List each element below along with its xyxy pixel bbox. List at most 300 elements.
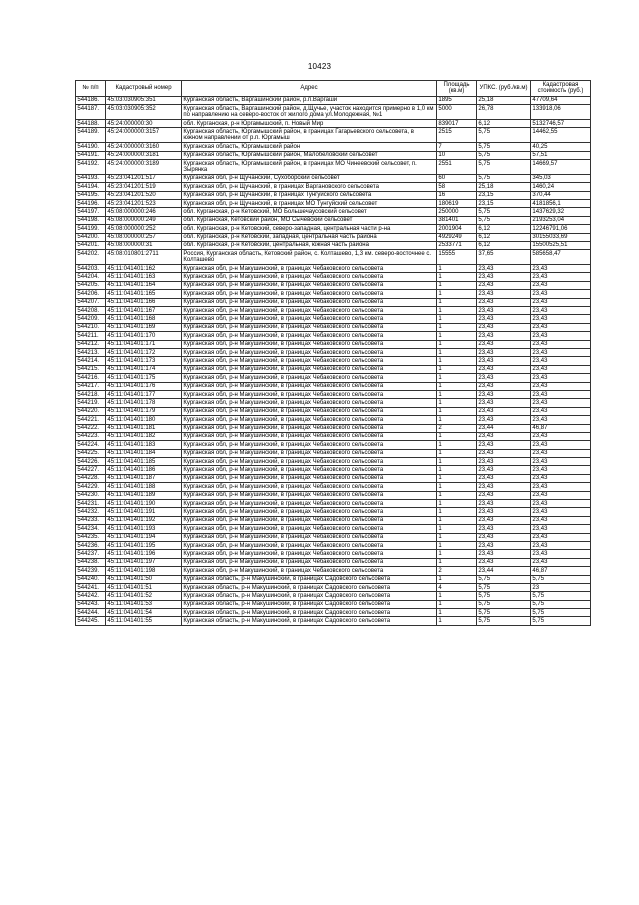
table-row bbox=[76, 550, 591, 558]
cell-cadastral-cost: 23,43 bbox=[531, 273, 591, 281]
cell-area: 1 bbox=[437, 558, 477, 566]
cell-cadastral-number: 45:11:041401:181 bbox=[106, 424, 182, 432]
cell-area: 1 bbox=[437, 416, 477, 424]
cell-cadastral-number: 45:11:041401:196 bbox=[106, 550, 182, 558]
cell-upks: 23,43 bbox=[477, 500, 531, 508]
cell-cadastral-cost: 23,43 bbox=[531, 290, 591, 298]
cell-area: 4929249 bbox=[437, 233, 477, 241]
cell-cadastral-cost: 23,43 bbox=[531, 541, 591, 549]
cell-area: 1 bbox=[437, 609, 477, 617]
cell-number: 544196. bbox=[76, 199, 106, 207]
cell-address: Курганская обл, р-н Макушинский, в границах Чебаковского сельсовета bbox=[182, 458, 437, 466]
cell-area: 2 bbox=[437, 424, 477, 432]
cell-upks: 5,75 bbox=[477, 609, 531, 617]
table-row bbox=[76, 216, 591, 224]
cell-cadastral-number: 45:11:041401:191 bbox=[106, 508, 182, 516]
cell-area: 1 bbox=[437, 298, 477, 306]
cell-cadastral-number: 45:08:000000:257 bbox=[106, 233, 182, 241]
cell-number: 544214. bbox=[76, 357, 106, 365]
cell-address: Курганская обл, р-н Макушинский, в границах Чебаковского сельсовета bbox=[182, 474, 437, 482]
cell-cadastral-cost: 23,43 bbox=[531, 466, 591, 474]
cell-cadastral-number: 45:11:041401:175 bbox=[106, 374, 182, 382]
cell-cadastral-number: 45:03:030905:351 bbox=[106, 96, 182, 104]
cell-number: 544241. bbox=[76, 583, 106, 591]
cell-upks: 23,43 bbox=[477, 525, 531, 533]
cell-cadastral-cost: 345,03 bbox=[531, 174, 591, 182]
cell-number: 544199. bbox=[76, 225, 106, 233]
cell-address: Курганская обл, р-н Макушинский, в границах Чебаковского сельсовета bbox=[182, 307, 437, 315]
cell-cadastral-cost: 23,43 bbox=[531, 483, 591, 491]
cell-number: 544188. bbox=[76, 120, 106, 128]
table-row bbox=[76, 250, 591, 265]
table-row bbox=[76, 265, 591, 273]
cell-upks: 5,75 bbox=[477, 600, 531, 608]
cell-cadastral-cost: 23,43 bbox=[531, 508, 591, 516]
cell-number: 544190. bbox=[76, 143, 106, 151]
table-row bbox=[76, 174, 591, 182]
cell-upks: 23,43 bbox=[477, 558, 531, 566]
cell-area: 58 bbox=[437, 183, 477, 191]
cell-number: 544208. bbox=[76, 307, 106, 315]
cell-area: 1 bbox=[437, 315, 477, 323]
cell-number: 544227. bbox=[76, 466, 106, 474]
cell-upks: 23,43 bbox=[477, 365, 531, 373]
cell-number: 544213. bbox=[76, 348, 106, 356]
cell-area: 16 bbox=[437, 191, 477, 199]
cell-upks: 23,43 bbox=[477, 315, 531, 323]
cell-number: 544210. bbox=[76, 323, 106, 331]
cell-upks: 23,43 bbox=[477, 466, 531, 474]
table-row bbox=[76, 120, 591, 128]
table-row bbox=[76, 365, 591, 373]
cell-area: 1 bbox=[437, 541, 477, 549]
cell-number: 544240. bbox=[76, 575, 106, 583]
cell-address: Курганская обл, р-н Макушинский, в границах Чебаковского сельсовета bbox=[182, 491, 437, 499]
table-row bbox=[76, 208, 591, 216]
cell-cadastral-number: 45:11:041401:55 bbox=[106, 617, 182, 625]
cell-cadastral-cost: 23,43 bbox=[531, 441, 591, 449]
cell-address: Курганская область, Юргамышский район, в границах Гагарьевского сельсовета, в южном направлении от р.п. Юргамыш bbox=[182, 128, 437, 143]
table-row bbox=[76, 466, 591, 474]
table-row bbox=[76, 307, 591, 315]
table-row bbox=[76, 225, 591, 233]
cell-address: Курганская область, Юргамышский район, в границах МО Чинеевский сельсовет, п. Зырянка bbox=[182, 159, 437, 174]
cell-upks: 5,75 bbox=[477, 208, 531, 216]
cell-address: Курганская обл, р-н Щучанский, в границах МО Тунгуйский сельсовет bbox=[182, 199, 437, 207]
table-row bbox=[76, 290, 591, 298]
cell-address: Курганская обл, р-н Макушинский, в границах Чебаковского сельсовета bbox=[182, 541, 437, 549]
table-row bbox=[76, 151, 591, 159]
cadastral-table bbox=[75, 80, 591, 626]
cell-number: 544186. bbox=[76, 96, 106, 104]
cell-upks: 6,12 bbox=[477, 120, 531, 128]
cell-cadastral-cost: 5132746,57 bbox=[531, 120, 591, 128]
cell-address: Курганская область, р-н Макушинский, в границах Садовского сельсовета bbox=[182, 592, 437, 600]
cell-address: Курганская обл, р-н Макушинский, в границах Чебаковского сельсовета bbox=[182, 441, 437, 449]
cell-cadastral-number: 45:11:041401:54 bbox=[106, 609, 182, 617]
table-row bbox=[76, 241, 591, 249]
cell-upks: 23,43 bbox=[477, 432, 531, 440]
cell-upks: 23,43 bbox=[477, 441, 531, 449]
cell-address: обл. Курганская, р-н Кетовский, МО Большечаусовский сельсовет bbox=[182, 208, 437, 216]
cell-area: 2551 bbox=[437, 159, 477, 174]
cell-cadastral-cost: 5,75 bbox=[531, 617, 591, 625]
cell-cadastral-cost: 5,75 bbox=[531, 609, 591, 617]
cell-cadastral-cost: 23,43 bbox=[531, 265, 591, 273]
cell-area: 10 bbox=[437, 151, 477, 159]
cell-area: 1 bbox=[437, 290, 477, 298]
cell-number: 544220. bbox=[76, 407, 106, 415]
cell-address: Курганская обл, р-н Макушинский, в границах Чебаковского сельсовета bbox=[182, 567, 437, 575]
cell-upks: 23,43 bbox=[477, 491, 531, 499]
cell-address: Курганская область, р-н Макушинский, в границах Садовского сельсовета bbox=[182, 600, 437, 608]
cell-number: 544233. bbox=[76, 516, 106, 524]
cell-address: Курганская обл, р-н Макушинский, в границах Чебаковского сельсовета bbox=[182, 407, 437, 415]
cell-address: Курганская обл, р-н Макушинский, в границах Чебаковского сельсовета bbox=[182, 500, 437, 508]
cell-number: 544201. bbox=[76, 241, 106, 249]
cell-area: 381401 bbox=[437, 216, 477, 224]
cell-cadastral-number: 45:11:041401:186 bbox=[106, 466, 182, 474]
table-row bbox=[76, 323, 591, 331]
cell-number: 544245. bbox=[76, 617, 106, 625]
cell-area: 1 bbox=[437, 307, 477, 315]
cell-address: Курганская обл, р-н Макушинский, в границах Чебаковского сельсовета bbox=[182, 290, 437, 298]
cell-area: 1 bbox=[437, 374, 477, 382]
cell-cadastral-cost: 23,43 bbox=[531, 281, 591, 289]
table-body bbox=[76, 96, 591, 625]
cell-number: 544226. bbox=[76, 458, 106, 466]
cell-cadastral-number: 45:11:041401:173 bbox=[106, 357, 182, 365]
cell-number: 544204. bbox=[76, 273, 106, 281]
cell-cadastral-number: 45:08:010801:2711 bbox=[106, 250, 182, 265]
cell-cadastral-number: 45:11:041401:180 bbox=[106, 416, 182, 424]
table-row bbox=[76, 105, 591, 120]
cell-number: 544193. bbox=[76, 174, 106, 182]
cell-number: 544217. bbox=[76, 382, 106, 390]
cell-area: 1 bbox=[437, 382, 477, 390]
cell-number: 544238. bbox=[76, 558, 106, 566]
cell-address: Курганская обл, р-н Макушинский, в границах Чебаковского сельсовета bbox=[182, 550, 437, 558]
page-number: 10423 bbox=[307, 62, 332, 71]
table-row bbox=[76, 491, 591, 499]
cell-upks: 23,43 bbox=[477, 382, 531, 390]
table-row bbox=[76, 199, 591, 207]
cell-number: 544189. bbox=[76, 128, 106, 143]
cell-upks: 5,75 bbox=[477, 575, 531, 583]
cell-cadastral-number: 45:11:041401:192 bbox=[106, 516, 182, 524]
cell-address: Курганская обл, р-н Макушинский, в границах Чебаковского сельсовета bbox=[182, 558, 437, 566]
cell-cadastral-cost: 23,43 bbox=[531, 533, 591, 541]
cell-cadastral-number: 45:11:041401:177 bbox=[106, 390, 182, 398]
cell-address: Курганская область, р-н Макушинский, в границах Садовского сельсовета bbox=[182, 583, 437, 591]
cell-area: 250000 bbox=[437, 208, 477, 216]
cell-area: 1 bbox=[437, 441, 477, 449]
cell-area: 1 bbox=[437, 508, 477, 516]
cell-number: 544242. bbox=[76, 592, 106, 600]
cell-address: Курганская обл, р-н Макушинский, в границах Чебаковского сельсовета bbox=[182, 432, 437, 440]
cell-cadastral-cost: 47709,64 bbox=[531, 96, 591, 104]
cell-cadastral-number: 45:08:000000:249 bbox=[106, 216, 182, 224]
table-row bbox=[76, 315, 591, 323]
cell-cadastral-number: 45:11:041401:190 bbox=[106, 500, 182, 508]
table-row bbox=[76, 233, 591, 241]
table-row bbox=[76, 159, 591, 174]
cell-number: 544237. bbox=[76, 550, 106, 558]
table-row bbox=[76, 600, 591, 608]
cell-cadastral-number: 45:11:041401:179 bbox=[106, 407, 182, 415]
cell-address: Курганская обл, р-н Щучанский, в границах Тунгуйского сельсовета bbox=[182, 191, 437, 199]
cell-address: обл. Курганская, Кетовский район, МО Сычевский сельсовет bbox=[182, 216, 437, 224]
cell-address: Курганская обл, р-н Макушинский, в границах Чебаковского сельсовета bbox=[182, 483, 437, 491]
cell-number: 544215. bbox=[76, 365, 106, 373]
cell-area: 2001904 bbox=[437, 225, 477, 233]
cell-upks: 23,43 bbox=[477, 390, 531, 398]
cell-cadastral-number: 45:08:000000:31 bbox=[106, 241, 182, 249]
cell-upks: 6,12 bbox=[477, 225, 531, 233]
cell-cadastral-cost: 133918,06 bbox=[531, 105, 591, 120]
cell-area: 1 bbox=[437, 407, 477, 415]
cell-cadastral-cost: 23,43 bbox=[531, 298, 591, 306]
cell-number: 544239. bbox=[76, 567, 106, 575]
cell-number: 544228. bbox=[76, 474, 106, 482]
cell-cadastral-cost: 23,43 bbox=[531, 449, 591, 457]
cell-cadastral-cost: 23,43 bbox=[531, 365, 591, 373]
cell-cadastral-cost: 23,43 bbox=[531, 382, 591, 390]
cell-area: 4 bbox=[437, 583, 477, 591]
table-row bbox=[76, 483, 591, 491]
table-row bbox=[76, 357, 591, 365]
cell-cadastral-cost: 23,43 bbox=[531, 432, 591, 440]
cell-address: Курганская область, р-н Макушинский, в границах Садовского сельсовета bbox=[182, 609, 437, 617]
table-row bbox=[76, 416, 591, 424]
cell-address: обл. Курганская, р-н Кетовский, западная, центральная часть района bbox=[182, 233, 437, 241]
cell-area: 1 bbox=[437, 516, 477, 524]
table-row bbox=[76, 583, 591, 591]
cell-area: 1 bbox=[437, 273, 477, 281]
cell-number: 544231. bbox=[76, 500, 106, 508]
table-row bbox=[76, 374, 591, 382]
cell-area: 1 bbox=[437, 592, 477, 600]
table-row bbox=[76, 390, 591, 398]
table-row bbox=[76, 382, 591, 390]
table-row bbox=[76, 609, 591, 617]
table-row bbox=[76, 340, 591, 348]
cell-upks: 23,43 bbox=[477, 307, 531, 315]
cell-cadastral-cost: 23,43 bbox=[531, 390, 591, 398]
cell-cadastral-number: 45:11:041401:172 bbox=[106, 348, 182, 356]
cell-area: 1 bbox=[437, 466, 477, 474]
cell-area: 5000 bbox=[437, 105, 477, 120]
cell-area: 1 bbox=[437, 483, 477, 491]
cell-cadastral-number: 45:11:041401:194 bbox=[106, 533, 182, 541]
cell-area: 1 bbox=[437, 348, 477, 356]
cell-upks: 23,43 bbox=[477, 416, 531, 424]
cell-cadastral-cost: 4181856,1 bbox=[531, 199, 591, 207]
cell-cadastral-cost: 5,75 bbox=[531, 592, 591, 600]
cell-area: 2533771 bbox=[437, 241, 477, 249]
cell-upks: 23,15 bbox=[477, 191, 531, 199]
cell-number: 544218. bbox=[76, 390, 106, 398]
cell-cadastral-number: 45:11:041401:50 bbox=[106, 575, 182, 583]
cell-area: 1 bbox=[437, 432, 477, 440]
cell-area: 1 bbox=[437, 575, 477, 583]
cell-cadastral-number: 45:23:041201:520 bbox=[106, 191, 182, 199]
cell-area: 60 bbox=[437, 174, 477, 182]
cell-cadastral-cost: 23,43 bbox=[531, 500, 591, 508]
cell-area: 1 bbox=[437, 332, 477, 340]
cell-area: 15555 bbox=[437, 250, 477, 265]
cell-address: Курганская обл, р-н Макушинский, в границах Чебаковского сельсовета bbox=[182, 390, 437, 398]
cell-cadastral-number: 45:11:041401:163 bbox=[106, 273, 182, 281]
cell-address: Курганская обл, р-н Макушинский, в границах Чебаковского сельсовета bbox=[182, 449, 437, 457]
cell-number: 544207. bbox=[76, 298, 106, 306]
cell-number: 544191. bbox=[76, 151, 106, 159]
cell-area: 1 bbox=[437, 340, 477, 348]
cell-number: 544206. bbox=[76, 290, 106, 298]
table-row bbox=[76, 533, 591, 541]
cell-cadastral-cost: 23,43 bbox=[531, 525, 591, 533]
cell-upks: 5,75 bbox=[477, 216, 531, 224]
cell-upks: 23,43 bbox=[477, 290, 531, 298]
cell-upks: 37,65 bbox=[477, 250, 531, 265]
table-row bbox=[76, 525, 591, 533]
table-row bbox=[76, 191, 591, 199]
cell-address: Курганская обл, р-н Щучанский, в границах Варгановского сельсовета bbox=[182, 183, 437, 191]
cell-upks: 5,75 bbox=[477, 617, 531, 625]
cell-upks: 25,18 bbox=[477, 183, 531, 191]
cell-cadastral-cost: 57,51 bbox=[531, 151, 591, 159]
cell-cadastral-cost: 2193253,04 bbox=[531, 216, 591, 224]
cell-number: 544205. bbox=[76, 281, 106, 289]
table-row bbox=[76, 281, 591, 289]
cell-cadastral-cost: 23,43 bbox=[531, 374, 591, 382]
cell-upks: 5,75 bbox=[477, 592, 531, 600]
cell-cadastral-cost: 46,87 bbox=[531, 424, 591, 432]
cell-area: 1 bbox=[437, 500, 477, 508]
cell-area: 1 bbox=[437, 474, 477, 482]
cell-area: 1 bbox=[437, 399, 477, 407]
cell-cadastral-number: 45:11:041401:187 bbox=[106, 474, 182, 482]
cell-number: 544223. bbox=[76, 432, 106, 440]
cell-cadastral-number: 45:11:041401:195 bbox=[106, 541, 182, 549]
cell-cadastral-number: 45:03:030905:352 bbox=[106, 105, 182, 120]
cell-cadastral-number: 45:11:041401:171 bbox=[106, 340, 182, 348]
cell-upks: 23,43 bbox=[477, 265, 531, 273]
table-row bbox=[76, 449, 591, 457]
cell-address: Курганская обл, р-н Макушинский, в границах Чебаковского сельсовета bbox=[182, 273, 437, 281]
cell-cadastral-number: 45:11:041401:178 bbox=[106, 399, 182, 407]
table-row bbox=[76, 474, 591, 482]
cell-number: 544222. bbox=[76, 424, 106, 432]
cell-cadastral-cost: 23,43 bbox=[531, 340, 591, 348]
table-row bbox=[76, 617, 591, 625]
cell-cadastral-number: 45:11:041401:51 bbox=[106, 583, 182, 591]
cell-cadastral-number: 45:23:041201:517 bbox=[106, 174, 182, 182]
table-row bbox=[76, 558, 591, 566]
header-row bbox=[76, 81, 591, 97]
cell-cadastral-number: 45:11:041401:197 bbox=[106, 558, 182, 566]
cell-cadastral-cost: 23,43 bbox=[531, 407, 591, 415]
cell-area: 180619 bbox=[437, 199, 477, 207]
cell-number: 544219. bbox=[76, 399, 106, 407]
cell-address: Курганская обл, р-н Макушинский, в границах Чебаковского сельсовета bbox=[182, 340, 437, 348]
cell-cadastral-cost: 23,43 bbox=[531, 348, 591, 356]
cell-upks: 23,43 bbox=[477, 483, 531, 491]
table-header bbox=[76, 81, 591, 97]
table-row bbox=[76, 128, 591, 143]
cell-upks: 6,12 bbox=[477, 233, 531, 241]
cell-cadastral-number: 45:11:041401:169 bbox=[106, 323, 182, 331]
cell-address: Курганская обл, р-н Макушинский, в границах Чебаковского сельсовета bbox=[182, 265, 437, 273]
table-row bbox=[76, 432, 591, 440]
cell-upks: 23,43 bbox=[477, 550, 531, 558]
cell-address: Курганская обл, р-н Макушинский, в границах Чебаковского сельсовета bbox=[182, 399, 437, 407]
cell-cadastral-number: 45:24:000000:3160 bbox=[106, 143, 182, 151]
cell-area: 1 bbox=[437, 491, 477, 499]
cell-cadastral-cost: 5,75 bbox=[531, 600, 591, 608]
cell-upks: 23,43 bbox=[477, 332, 531, 340]
cell-cadastral-cost: 23,43 bbox=[531, 516, 591, 524]
table-row bbox=[76, 424, 591, 432]
cell-upks: 23,43 bbox=[477, 399, 531, 407]
cell-number: 544225. bbox=[76, 449, 106, 457]
cell-upks: 23,43 bbox=[477, 273, 531, 281]
cell-cadastral-number: 45:11:041401:166 bbox=[106, 298, 182, 306]
cell-cadastral-cost: 585658,47 bbox=[531, 250, 591, 265]
cell-address: Курганская область, Варгашинский район, д.Щучье, участок находится примерно в 1,0 км по направлению на северо-восток от жилого дома ул.Молодежная, №1 bbox=[182, 105, 437, 120]
cell-address: Россия, Курганская область, Кетовский район, с. Колташево, 1,3 км. северо-восточнее с. Колташево bbox=[182, 250, 437, 265]
cell-address: Курганская обл, р-н Макушинский, в границах Чебаковского сельсовета bbox=[182, 374, 437, 382]
cell-area: 1 bbox=[437, 357, 477, 365]
cell-number: 544232. bbox=[76, 508, 106, 516]
cell-cadastral-number: 45:11:041401:184 bbox=[106, 449, 182, 457]
cell-cadastral-cost: 12246791,06 bbox=[531, 225, 591, 233]
cell-address: Курганская область, Юргамышский район, Малобеловский сельсовет bbox=[182, 151, 437, 159]
cell-address: Курганская обл, р-н Макушинский, в границах Чебаковского сельсовета bbox=[182, 298, 437, 306]
cell-address: Курганская обл, р-н Макушинский, в границах Чебаковского сельсовета bbox=[182, 416, 437, 424]
table-row bbox=[76, 458, 591, 466]
cell-area: 1895 bbox=[437, 96, 477, 104]
cell-cadastral-number: 45:11:041401:52 bbox=[106, 592, 182, 600]
cell-number: 544216. bbox=[76, 374, 106, 382]
cell-cadastral-number: 45:11:041401:164 bbox=[106, 281, 182, 289]
cell-address: Курганская обл, р-н Макушинский, в границах Чебаковского сельсовета bbox=[182, 508, 437, 516]
cell-upks: 5,75 bbox=[477, 159, 531, 174]
cell-upks: 23,43 bbox=[477, 298, 531, 306]
cell-cadastral-number: 45:11:041401:183 bbox=[106, 441, 182, 449]
cell-address: Курганская область, р-н Макушинский, в границах Садовского сельсовета bbox=[182, 617, 437, 625]
cell-upks: 23,43 bbox=[477, 357, 531, 365]
cell-cadastral-cost: 370,44 bbox=[531, 191, 591, 199]
cell-address: Курганская область, Варгашинский район, р.п.Варгаши bbox=[182, 96, 437, 104]
cell-cadastral-number: 45:11:041401:189 bbox=[106, 491, 182, 499]
header-cadastral-number: Кадастровый номер bbox=[106, 81, 182, 97]
cell-area: 1 bbox=[437, 281, 477, 289]
cell-cadastral-number: 45:11:041401:170 bbox=[106, 332, 182, 340]
cell-cadastral-cost: 15500525,51 bbox=[531, 241, 591, 249]
cell-area: 1 bbox=[437, 525, 477, 533]
cell-number: 544197. bbox=[76, 208, 106, 216]
cell-cadastral-number: 45:11:041401:193 bbox=[106, 525, 182, 533]
table-row bbox=[76, 298, 591, 306]
cell-cadastral-cost: 23,43 bbox=[531, 474, 591, 482]
cell-cadastral-number: 45:24:000000:30 bbox=[106, 120, 182, 128]
cell-cadastral-cost: 23,43 bbox=[531, 315, 591, 323]
header-area: Площадь (кв.м) bbox=[437, 81, 477, 97]
table-row bbox=[76, 332, 591, 340]
cell-upks: 23,43 bbox=[477, 449, 531, 457]
cell-number: 544235. bbox=[76, 533, 106, 541]
